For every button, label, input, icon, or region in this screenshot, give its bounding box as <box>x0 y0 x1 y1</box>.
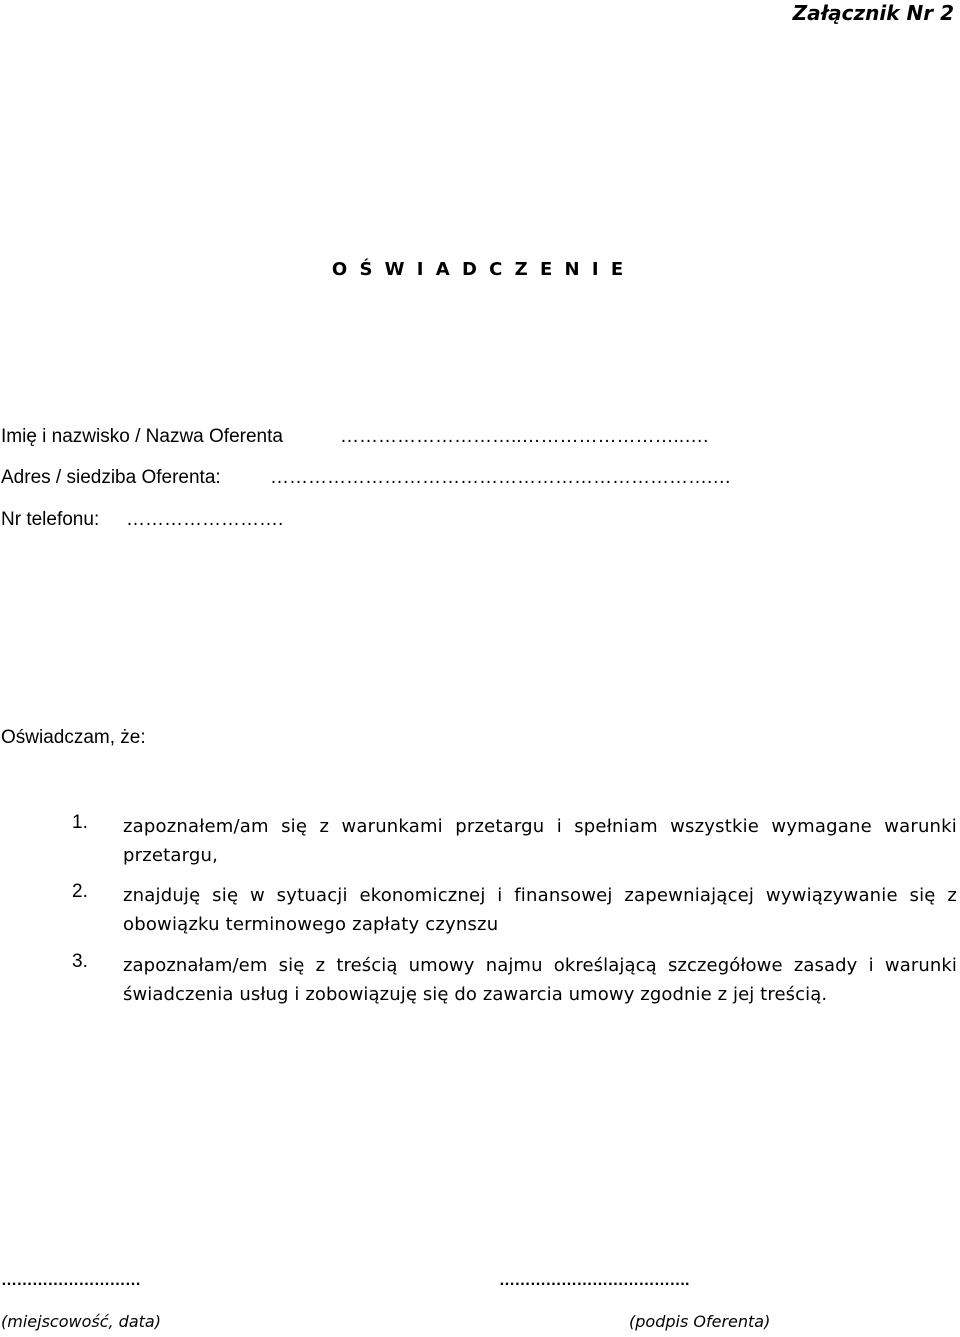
item-text: zapoznałam/em się z treścią umowy najmu określającą szczegółowe zasady i warunki świadczenia usług i zobowiązuję się do zawarcia umowy zgodnie z jej treścią. <box>123 955 957 1005</box>
field-address-label: Adres / siedziba Oferenta: <box>1 467 221 488</box>
item-number: 1. <box>72 812 88 833</box>
field-name <box>1 426 709 448</box>
declaration-intro: Oświadczam, że: <box>1 727 146 748</box>
field-phone-label: Nr telefonu: <box>1 509 100 530</box>
field-name-label: Imię i nazwisko / Nazwa Oferenta <box>1 426 283 447</box>
place-date-line: ……………………… <box>1 1272 141 1289</box>
signature-label: (podpis Oferenta) <box>629 1312 771 1331</box>
document-title: O Ś W I A D C Z E N I E <box>331 259 627 280</box>
item-text: zapoznałem/am się z warunkami przetargu i spełniam wszystkie wymagane warunki przetargu, <box>123 816 957 866</box>
field-address-value: …………………………………………………………….… <box>270 467 732 488</box>
item-number: 2. <box>72 881 88 902</box>
field-address <box>1 467 732 489</box>
annex-label: Załącznik Nr 2 <box>792 1 954 25</box>
item-number: 3. <box>72 951 88 972</box>
field-name-value: ………………………..……………………..…. <box>340 426 709 447</box>
signature-line: ………………………………. <box>499 1272 689 1289</box>
place-date-label: (miejscowość, data) <box>1 1312 161 1331</box>
field-phone-value: ……………………. <box>126 509 284 530</box>
field-phone <box>1 509 284 531</box>
item-text: znajduję się w sytuacji ekonomicznej i finansowej zapewniającej wywiązywanie się z obowiązku terminowego zapłaty czynszu <box>123 885 957 935</box>
